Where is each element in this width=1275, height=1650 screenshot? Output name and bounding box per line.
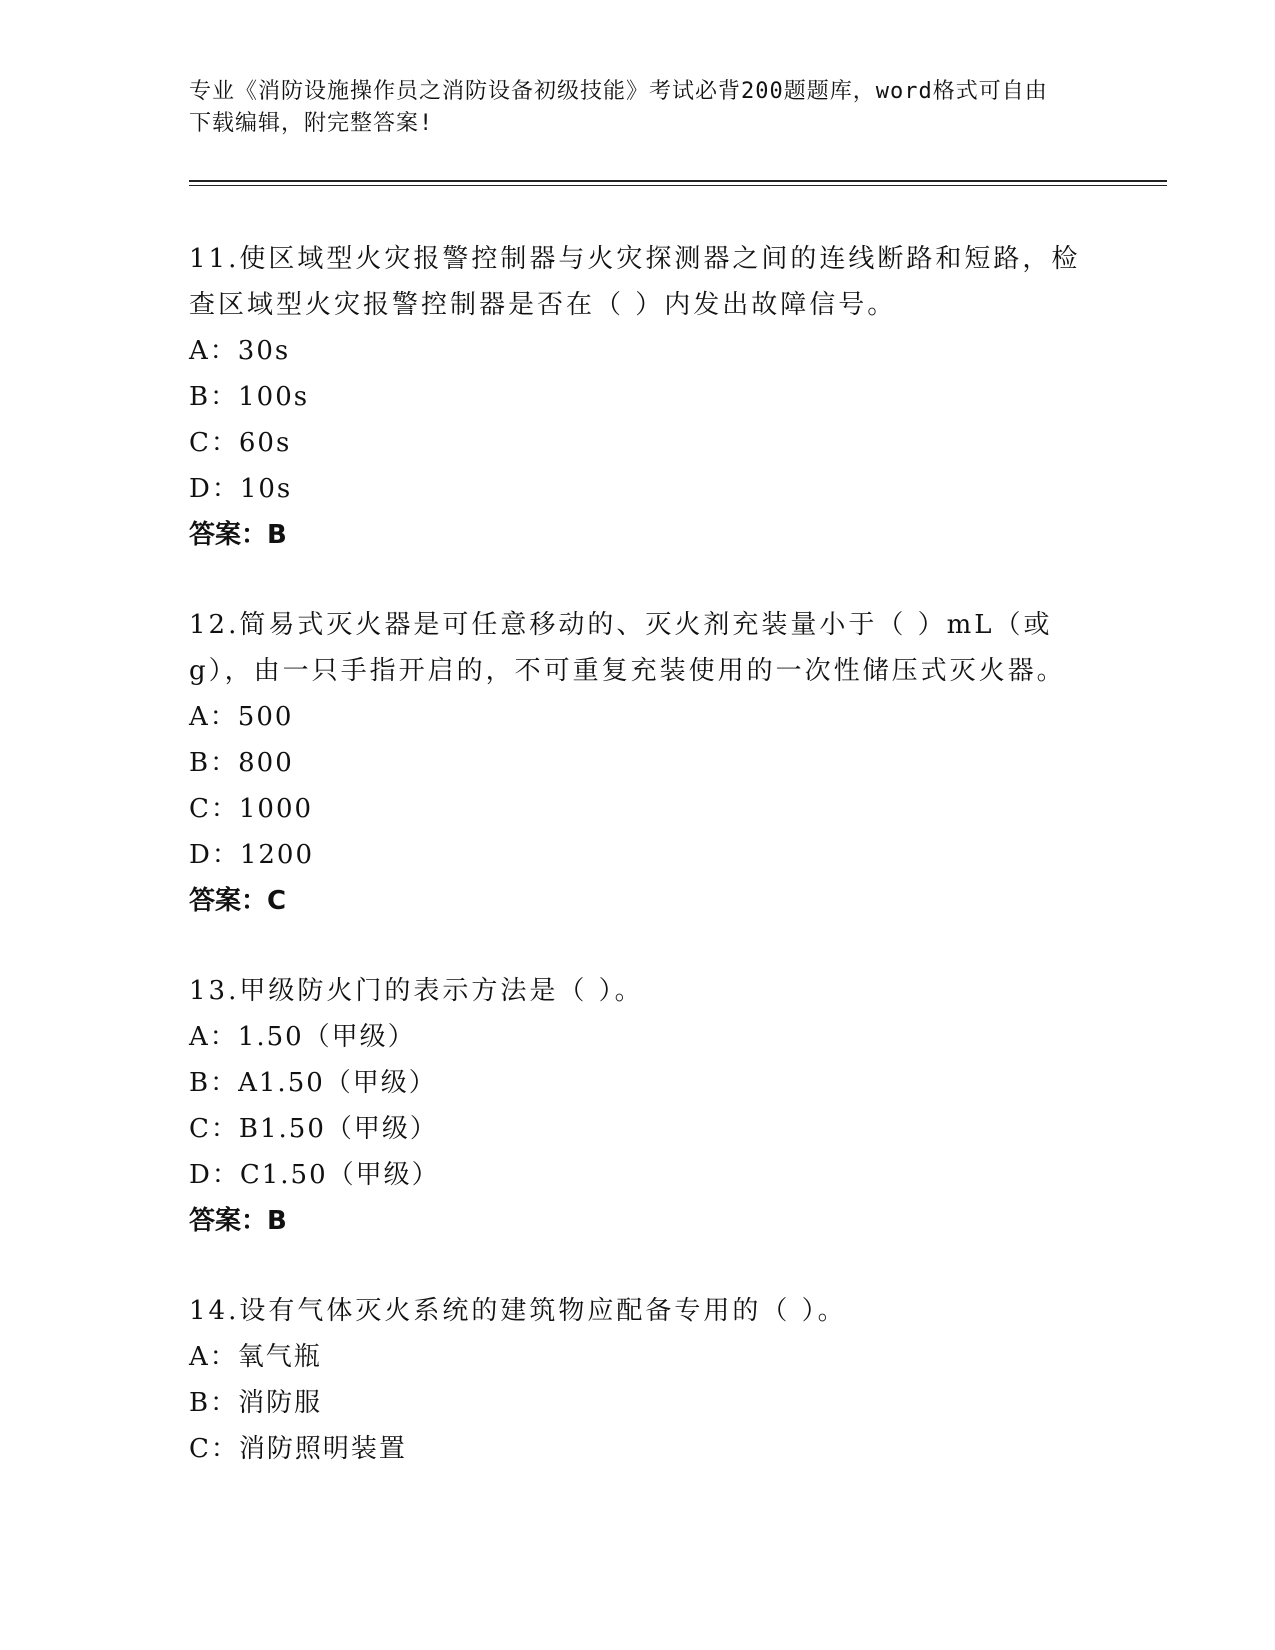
header-divider-thin [189,185,1167,186]
option-a: A：30s [189,336,291,366]
answer-label: 答案：B [189,1206,287,1236]
question-stem: 14.设有气体灭火系统的建筑物应配备专用的（ ）。 [189,1296,847,1326]
option-c: C：消防照明装置 [189,1434,407,1464]
option-c: C：B1.50（甲级） [189,1114,438,1144]
option-b: B：100s [189,382,310,412]
question-stem: 12.简易式灭火器是可任意移动的、灭火剂充装量小于（ ）mL（或g），由一只手指开启的，不可重复充装使用的一次性储压式灭火器。 [189,610,1066,686]
answer-label: 答案：B [189,520,287,550]
question-list [189,236,1089,1516]
option-d: D：1200 [189,840,315,870]
header-divider-thick [189,180,1167,182]
question-14 [189,1288,1089,1472]
option-b: B：A1.50（甲级） [189,1068,437,1098]
option-a: A：氧气瓶 [189,1342,322,1372]
option-d: D：C1.50（甲级） [189,1160,440,1190]
option-d: D：10s [189,474,293,504]
answer-label: 答案：C [189,886,287,916]
option-a: A：1.50（甲级） [189,1022,416,1052]
question-11 [189,236,1089,558]
option-c: C：60s [189,428,292,458]
question-12 [189,602,1089,924]
question-stem: 13.甲级防火门的表示方法是（ ）。 [189,976,644,1006]
question-13 [189,968,1089,1244]
option-b: B：800 [189,748,294,778]
document-header: 专业《消防设施操作员之消防设备初级技能》考试必背200题题库，word格式可自由下载编辑，附完整答案! [189,79,1048,136]
option-c: C：1000 [189,794,314,824]
option-a: A：500 [189,702,294,732]
question-stem: 11.使区域型火灾报警控制器与火灾探测器之间的连线断路和短路，检查区域型火灾报警控制器是否在（ ）内发出故障信号。 [189,244,1081,320]
option-b: B：消防服 [189,1388,323,1418]
